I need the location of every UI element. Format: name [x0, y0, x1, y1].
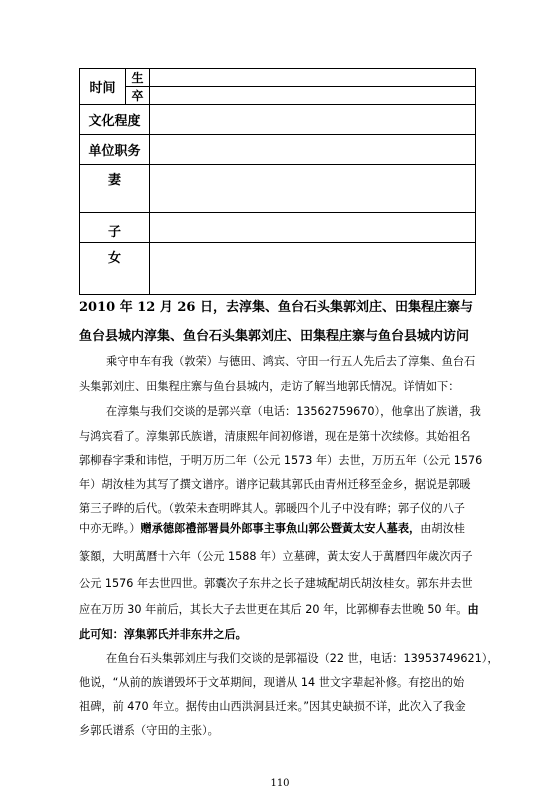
- body-line: 与鸿宾看了。淳集郭氏族谱，清康熙年间初修谱，现在是第十次续修。其始祖名: [79, 430, 471, 443]
- body-line: 公元 1576 年去世四世。郭囊次子东井之长子建城配胡氏胡汝桂女。郭东井去世: [79, 577, 473, 590]
- daughter-value-cell: [150, 243, 476, 295]
- body-text: 由胡汝桂: [420, 522, 465, 535]
- body-line-mixed: [79, 520, 479, 536]
- page-number: 110: [270, 778, 290, 789]
- education-label: 文化程度: [80, 105, 150, 135]
- education-value-cell: [150, 105, 476, 135]
- body-line: 他说，“从前的族谱毁坏于文革期间，现谱从 14 世文字辈起补修。有挖出的始: [79, 676, 465, 689]
- conclusion-start: 由: [467, 602, 479, 616]
- body-line: 郭柳春字秉和讳恺，于明万历二年（公元 1573 年）去世，万历五年（公元 1576: [79, 454, 483, 467]
- body-line: 乘守申车有我（敦荣）与德田、鸿宾、守田一行五人先后去了淳集、鱼台石: [106, 355, 476, 368]
- death-value-cell: [150, 87, 476, 105]
- body-line-mixed: [79, 601, 479, 617]
- body-line: 祖碑，前 470 年立。据传由山西洪洞县迁来。”因其史缺损不详，此次入了我金: [79, 700, 466, 713]
- body-text: 中亦无晔。）: [79, 522, 141, 535]
- wife-label: 妻: [80, 165, 150, 213]
- position-value-cell: [150, 135, 476, 165]
- conclusion-line: 此可知：淳集郭氏并非东井之后。: [79, 627, 247, 641]
- body-line: 篆額，大明萬曆十六年（公元 1588 年）立墓碑，黃太安人于萬曆四年歲次丙子: [79, 550, 473, 563]
- son-value-cell: [150, 213, 476, 243]
- time-label: 时间: [80, 69, 126, 105]
- body-text: 应在万历 30 年前后，其长大子去世更在其后 20 年，比郭柳春去世晚 50 年。: [79, 603, 468, 616]
- son-label: 子: [80, 213, 150, 243]
- position-label: 单位职务: [80, 135, 150, 165]
- body-line: 在鱼台石头集郭刘庄与我们交谈的是郭福设（22 世，电话：13953749621），: [106, 652, 499, 665]
- birth-label: 生: [126, 69, 150, 87]
- body-line: 头集郭刘庄、田集程庄寨与鱼台县城内，走访了解当地郭氏情况。详情如下：: [79, 380, 460, 393]
- birth-value-cell: [150, 69, 476, 87]
- tomb-inscription-title: 赠承德郎禮部署員外郎事主事魚山郭公暨黃太安人墓表，: [140, 521, 421, 535]
- heading-line-2: 鱼台县城内淳集、鱼台石头集郭刘庄、田集程庄寨与鱼台县城内访问: [79, 329, 470, 344]
- info-form-table: [79, 68, 476, 295]
- body-line: 第三子晔的后代。（敦荣未查明晔其人。郭暖四个儿子中没有晔；郭子仪的八子: [79, 502, 465, 515]
- wife-value-cell: [150, 165, 476, 213]
- body-line: 乡郭氏谱系（守田的主张）。: [79, 724, 219, 737]
- heading-line-1: 2010 年 12 月 26 日，去淳集、鱼台石头集郭刘庄、田集程庄寨与: [79, 300, 473, 315]
- daughter-label: 女: [80, 243, 150, 295]
- death-label: 卒: [126, 87, 150, 105]
- body-line: 在淳集与我们交谈的是郭兴章（电话：13562759670），他拿出了族谱，我: [106, 405, 481, 418]
- body-line: 年）胡汝桂为其写了撰文谱序。谱序记载其郭氏由青州迁移至金乡，据说是郭暖: [79, 478, 471, 491]
